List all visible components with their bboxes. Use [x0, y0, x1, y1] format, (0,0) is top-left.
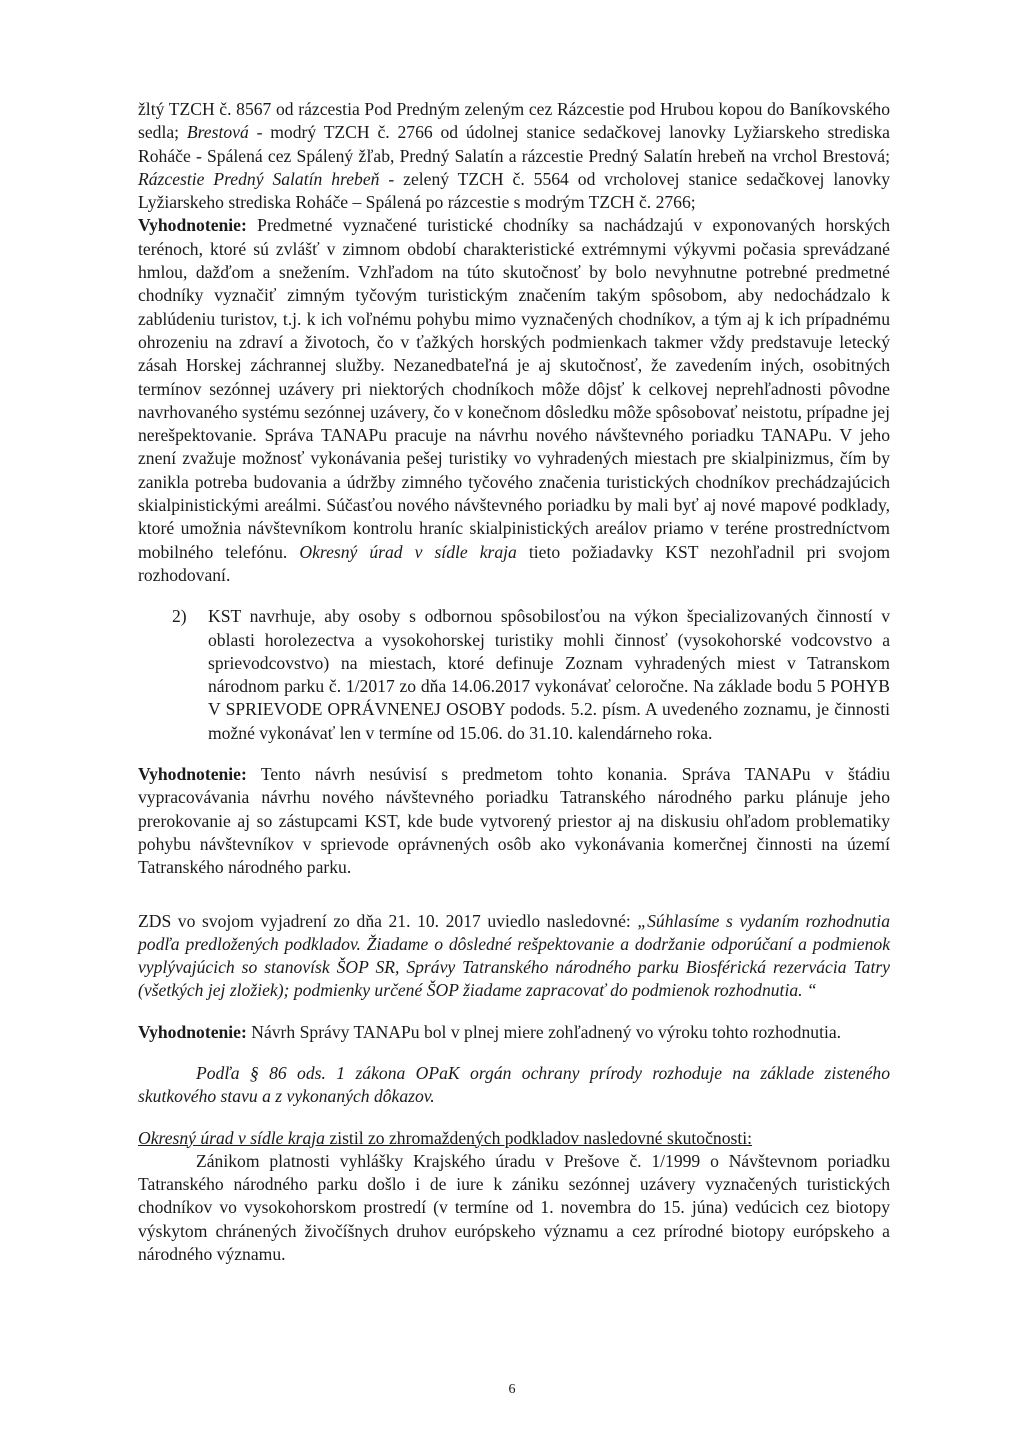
intro-italic-brestova: Brestová [186, 122, 249, 143]
evaluation-label: Vyhodnotenie: [138, 1021, 247, 1042]
evaluation-3 [138, 1021, 890, 1044]
legal-basis-text: Podľa § 86 ods. 1 zákona OPaK orgán ochrany prírody rozhoduje na základe zisteného skutkového stavu a z vykonaných dôkazov. [138, 1062, 890, 1107]
evaluation-1-text-end: tieto požiadavky KST nezohľadnil pri svojom rozhodovaní. [138, 541, 890, 585]
findings-heading [138, 1127, 890, 1150]
legal-basis [138, 1062, 890, 1109]
evaluation-label: Vyhodnotenie: [138, 215, 247, 236]
document-body [138, 98, 890, 1266]
zds-statement [138, 910, 890, 1003]
evaluation-2-text: Tento návrh nesúvisí s predmetom tohto konania. Správa TANAPu v štádiu vypracovávania návrhu nového návštevného poriadku Tatranského národného parku plánuje jeho prerokovanie aj so zástupcami KST, kde bude vytvorený priestor aj na diskusiu ohľadom problematiky pohybu návštevníkov v sprievode oprávnených osôb ako vykonávania komerčnej činnosti na území Tatranského národného parku. [138, 764, 890, 878]
findings-heading-italic: Okresný úrad v sídle kraja [138, 1127, 325, 1148]
findings-heading-text: zistil zo zhromaždených podkladov nasledovné skutočnosti: [324, 1127, 753, 1148]
evaluation-2 [138, 763, 890, 879]
zds-quote: „Súhlasíme s vydaním rozhodnutia podľa predložených podkladov. Žiadame o dôsledné rešpektovanie a dodržanie odporúčaní a podmienok vyplývajúcich so stanovísk ŠOP SR, Správy Tatranského národného parku Biosférická rezervácia Tatry (všetkých jej zložiek); podmienky určené ŠOP žiadame zapracovať do podmienok rozhodnutia. “ [138, 910, 891, 1001]
evaluation-label: Vyhodnotenie: [138, 764, 247, 785]
trail-list-paragraph [138, 98, 890, 214]
evaluation-1-italic: Okresný úrad v sídle kraja [299, 541, 517, 562]
page-number: 6 [508, 1382, 516, 1397]
intro-text: žltý TZCH č. 8567 od rázcestia Pod Predným zeleným cez Rázcestie pod Hrubou kopou do Baníkovského sedla; [138, 99, 890, 143]
findings-body: Zánikom platnosti vyhlášky Krajského úradu v Prešove č. 1/1999 o Návštevnom poriadku Tatranského národného parku došlo i de iure k zániku sezónnej uzávery vyznačených turistických chodníkov vo vysokohorskom prostredí (v termíne od 1. novembra do 15. júna) vedúcich cez biotopy výskytom chránených živočíšnych druhov európskeho významu a cez prírodné biotopy európskeho a národného významu. [138, 1150, 890, 1265]
zds-intro: ZDS vo svojom vyjadrení zo dňa 21. 10. 2017 uviedlo nasledovné: [138, 910, 638, 931]
intro-text-post: - zelený TZCH č. 5564 od vrcholovej stanice sedačkovej lanovky Lyžiarskeho strediska Roháče – Spálená po rázcestie s modrým TZCH č. 2766; [138, 168, 891, 213]
item-number: 2) [172, 606, 187, 627]
numbered-item-2 [172, 605, 890, 745]
item-2-text: KST navrhuje, aby osoby s odbornou spôsobilosťou na výkon špecializovaných činností v oblasti horolezectva a vysokohorskej turistiky mohli činnosť (vysokohorské vodcovstvo a sprievodcovstvo) na miestach, ktoré definuje Zoznam vyhradených miest v Tatranskom národnom parku č. 1/2017 zo dňa 14.06.2017 vykonávať celoročne. Na základe bodu 5 POHYB V SPRIEVODE OPRÁVNENEJ OSOBY podods. 5.2. písm. A uvedeného zoznamu, je činnosti možné vykonávať len v termíne od 15.06. do 31.10. kalendárneho roka. [208, 606, 890, 743]
evaluation-1-text: Predmetné vyznačené turistické chodníky sa nachádzajú v exponovaných horských terénoch, ktoré sú zvlášť v zimnom období charakteristické extrémnymi výkyvmi počasia sprevádzané hmlou, dažďom a snežením. Vzhľadom na túto skutočnosť by bolo nevyhnutne potrebné predmetné chodníky vyznačiť zimným tyčovým turistickým značením takým spôsobom, aby nedochádzalo k zablúdeniu turistov, t.j. k ich voľnému pohybu mimo vyznačených chodníkov, a tým aj k ich prípadnému ohrozeniu na zdraví a životoch, čo v ťažkých horských podmienkach takmer vždy predstavuje letecký zásah Horskej záchrannej služby. Nezanedbateľná je aj skutočnosť, že zavedením iných, osobitných termínov sezónnej uzávery pri niektorých chodníkoch môže dôjsť k celkovej neprehľadnosti pôvodne navrhovaného systému sezónnej uzávery, čo v konečnom dôsledku môže spôsobovať neistotu, prípadne jej nerešpektovanie. Správa TANAPu pracuje na návrhu nového návštevného poriadku TANAPu. V jeho znení zvažuje možnosť vykonávania pešej turistiky vo vyhradených miestach pre skialpinizmus, čím by zanikla potreba budovania a údržby zimného tyčového značenia turistických chodníkov prechádzajúcich skialpinistickými areálmi. Súčasťou nového návštevného poriadku by mali byť aj nové mapové podklady, ktoré umožnia návštevníkom kontrolu hraníc skialpinistických areálov priamo v teréne prostredníctvom mobilného telefónu. [138, 215, 890, 562]
evaluation-1 [138, 214, 890, 587]
intro-text-mid: - modrý TZCH č. 2766 od údolnej stanice sedačkovej lanovky Lyžiarskeho strediska Roháče - Spálená cez Spálený žľab, Predný Salatín a rázcestie Predný Salatín hrebeň na vrchol Brestová; [138, 122, 890, 166]
intro-italic-salatin: Rázcestie Predný Salatín hrebeň [138, 168, 380, 189]
evaluation-3-text: Návrh Správy TANAPu bol v plnej miere zohľadnený vo výroku tohto rozhodnutia. [246, 1021, 842, 1042]
